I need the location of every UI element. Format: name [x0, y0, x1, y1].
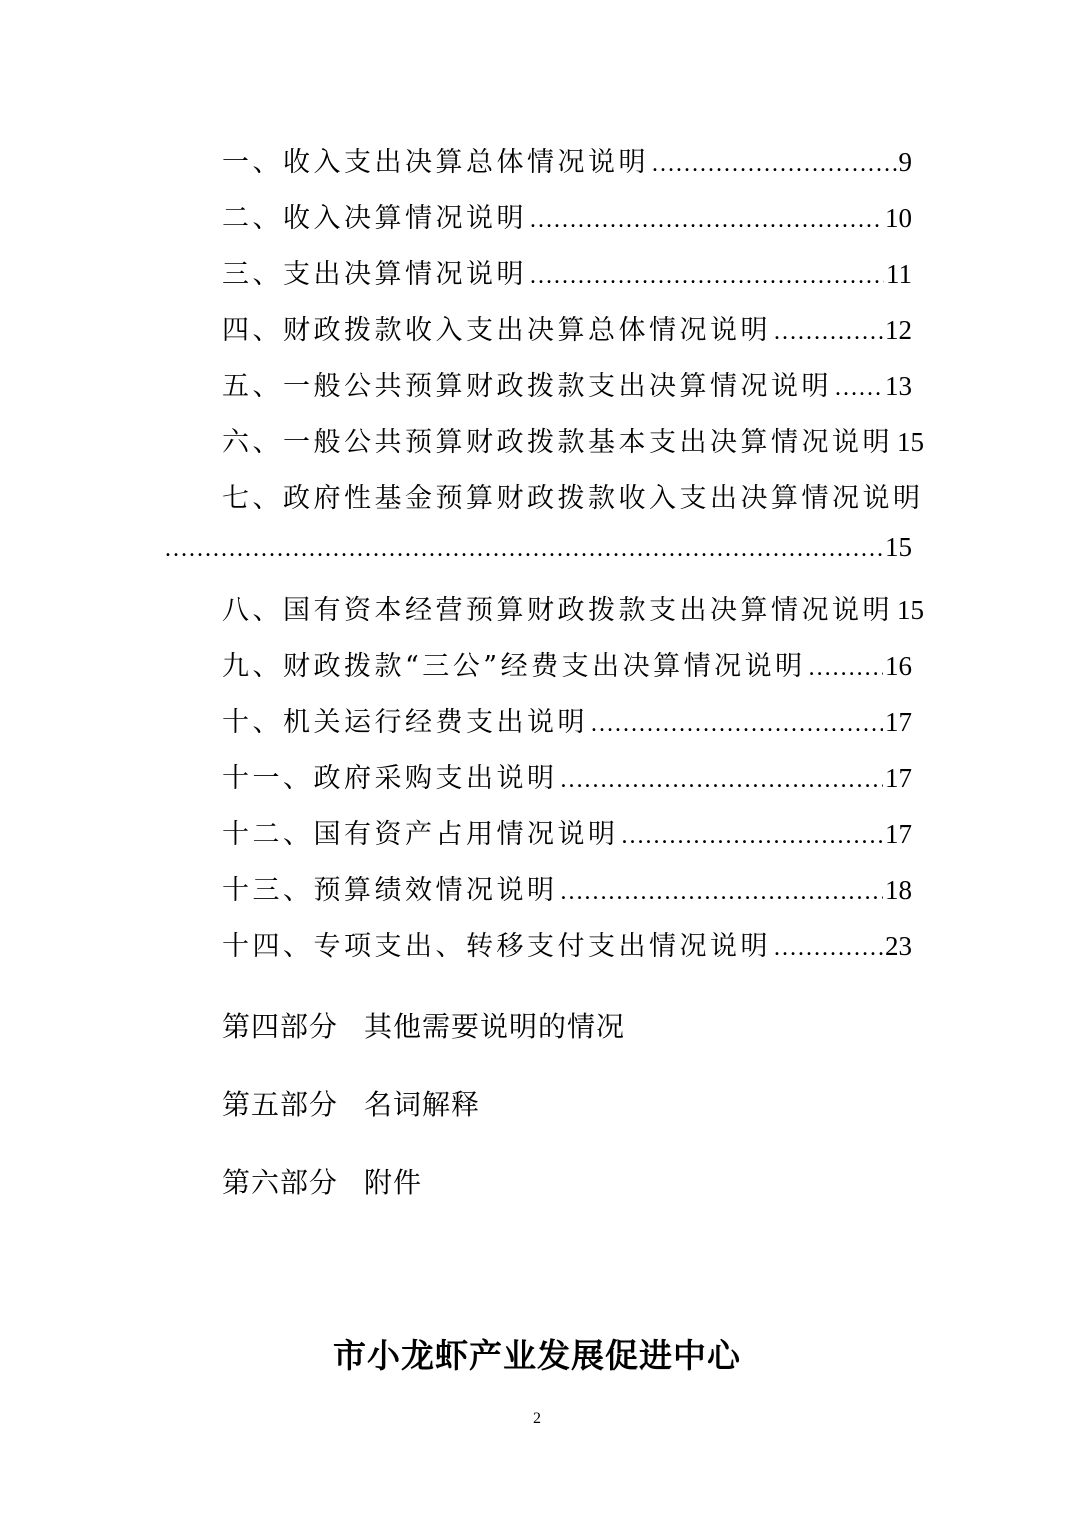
toc-entry-9[interactable] — [222, 644, 912, 684]
toc-entry-7-title[interactable] — [222, 476, 922, 515]
toc-entry-label: 十二、国有资产占用情况说明 — [222, 819, 619, 850]
toc-entry-label: 七、政府性基金预算财政拨款收入支出决算情况说明 — [222, 483, 924, 514]
page-number: 2 — [533, 1410, 541, 1427]
toc-entry-13[interactable] — [222, 868, 912, 908]
dot-leader — [773, 319, 883, 346]
dot-leader — [164, 536, 885, 563]
toc-entry-1[interactable] — [222, 140, 912, 180]
toc-entry-3[interactable] — [222, 252, 912, 292]
toc-entry-label: 五、一般公共预算财政拨款支出决算情况说明 — [222, 371, 832, 402]
dot-leader — [651, 151, 897, 178]
toc-entry-page: 15 — [897, 595, 924, 625]
toc-entry-11[interactable] — [222, 756, 912, 796]
part-four[interactable] — [222, 1005, 625, 1045]
toc-entry-8[interactable] — [222, 588, 924, 628]
toc-entry-page: 23 — [885, 931, 912, 961]
part-title: 名词解释 — [364, 1088, 481, 1121]
toc-entry-6[interactable] — [222, 420, 924, 460]
toc-entry-label: 二、收入决算情况说明 — [222, 203, 527, 234]
part-title: 附件 — [364, 1166, 423, 1199]
toc-entry-2[interactable] — [222, 196, 912, 236]
toc-entry-page: 12 — [885, 315, 912, 345]
dot-leader — [529, 207, 883, 234]
part-five[interactable] — [222, 1083, 480, 1123]
toc-entry-label: 六、一般公共预算财政拨款基本支出决算情况说明 — [222, 427, 893, 458]
toc-entry-page: 15 — [897, 427, 924, 457]
toc-entry-page: 13 — [885, 371, 912, 401]
toc-entry-label: 十四、专项支出、转移支付支出情况说明 — [222, 931, 771, 962]
toc-entry-14[interactable] — [222, 924, 912, 964]
toc-entry-page: 17 — [885, 707, 912, 737]
toc-entry-5[interactable] — [222, 364, 912, 404]
toc-entry-label: 九、财政拨款“三公”经费支出决算情况说明 — [222, 651, 806, 682]
dot-leader — [834, 375, 883, 402]
toc-entry-page: 17 — [885, 763, 912, 793]
toc-entry-12[interactable] — [222, 812, 912, 852]
toc-entry-page: 9 — [898, 147, 912, 177]
toc-entry-label: 四、财政拨款收入支出决算总体情况说明 — [222, 315, 771, 346]
dot-leader — [773, 935, 883, 962]
toc-entry-4[interactable] — [222, 308, 912, 348]
dot-leader — [808, 655, 883, 682]
dot-leader — [560, 767, 884, 794]
toc-entry-page: 18 — [885, 875, 912, 905]
toc-entry-page: 16 — [885, 651, 912, 681]
dot-leader — [529, 263, 884, 290]
part-title: 其他需要说明的情况 — [364, 1010, 626, 1043]
dot-leader — [560, 879, 884, 906]
toc-entry-page: 15 — [885, 532, 912, 562]
part-number: 第六部分 — [222, 1166, 339, 1199]
toc-entry-label: 三、支出决算情况说明 — [222, 259, 527, 290]
toc-entry-label: 十三、预算绩效情况说明 — [222, 875, 558, 906]
toc-entry-label: 八、国有资本经营预算财政拨款支出决算情况说明 — [222, 595, 893, 626]
dot-leader — [590, 711, 883, 738]
part-number: 第四部分 — [222, 1010, 339, 1043]
toc-entry-label: 十、机关运行经费支出说明 — [222, 707, 588, 738]
part-six[interactable] — [222, 1161, 422, 1201]
organization-name: 市小龙虾产业发展促进中心 — [333, 1336, 741, 1375]
toc-entry-7-continuation[interactable] — [164, 532, 912, 572]
toc-entry-page: 11 — [886, 259, 912, 289]
toc-entry-label: 十一、政府采购支出说明 — [222, 763, 558, 794]
toc-entry-10[interactable] — [222, 700, 912, 740]
toc-entry-page: 10 — [885, 203, 912, 233]
part-number: 第五部分 — [222, 1088, 339, 1121]
toc-entry-page: 17 — [885, 819, 912, 849]
dot-leader — [621, 823, 884, 850]
toc-entry-label: 一、收入支出决算总体情况说明 — [222, 147, 649, 178]
